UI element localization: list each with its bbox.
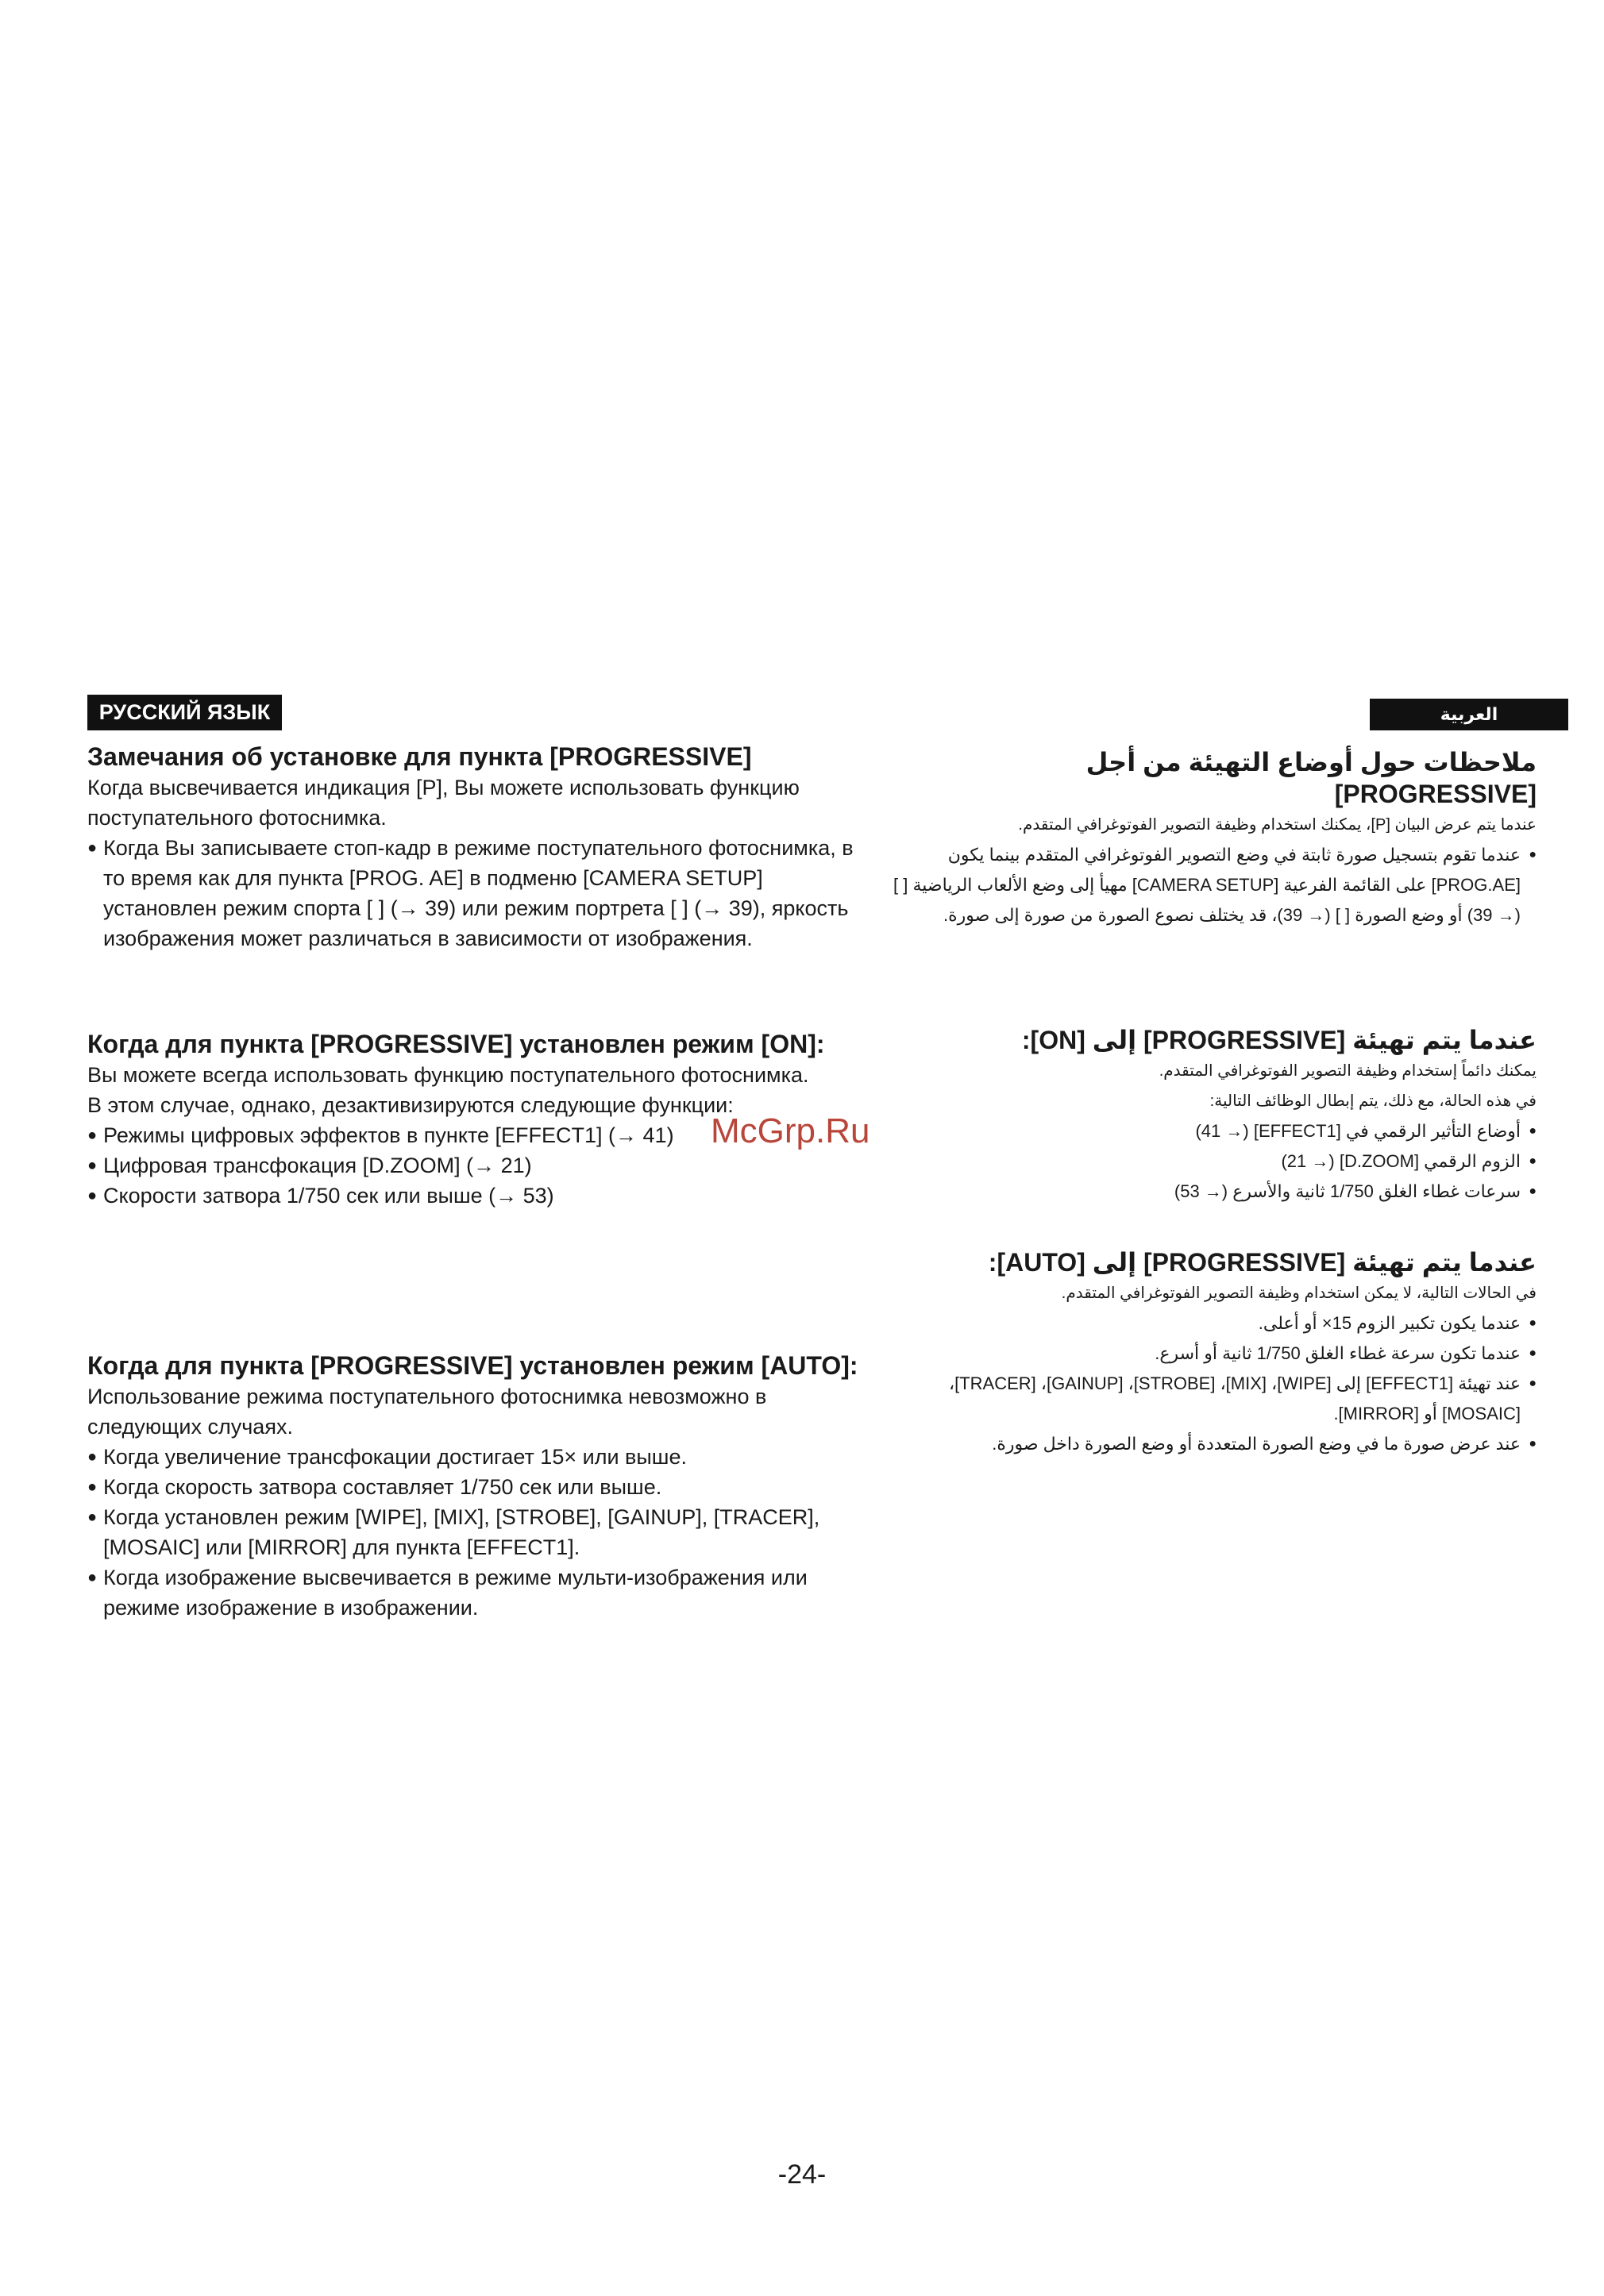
ar-auto-bullet: ● عند تهيئة [EFFECT1] إلى [WIPE]، [MIX]، [STROBE]، [GAINUP]، [TRACER]، [MOSAIC] أو [MIRROR].	[877, 1369, 1537, 1429]
ru-auto-bullet: ● Когда изображение высвечивается в режиме мульти-изображения или режиме изображение в изображении.	[87, 1562, 866, 1623]
ar-auto-intro: في الحالات التالية، لا يمكن استخدام وظيفة التصوير الفوتوغرافي المتقدم.	[1061, 1285, 1537, 1302]
ru-on-intro2: В этом случае, однако, дезактивизируются следующие функции:	[87, 1093, 734, 1117]
ru-on-bullet: ● Режимы цифровых эффектов в пункте [EFFECT1] (→ 41)	[87, 1120, 866, 1150]
ru-on-bullet: ● Скорости затвора 1/750 сек или выше (→ 53)	[87, 1181, 866, 1211]
ar-notes-bullet: ● عندما تقوم بتسجيل صورة ثابتة في وضع التصوير الفوتوغرافي المتقدم بينما يكون [PROG.AE] على القائمة الفرعية [CAMERA SETUP] مهيأ إلى وضع الألعاب الرياضية [ ] (→ 39) أو وضع الصورة [ ] (→ 39)، قد يختلف نصوع الصورة من صورة إلى صورة.	[877, 840, 1537, 930]
arabic-language-tag	[1370, 699, 1568, 730]
ru-notes-title: Замечания об установке для пункта [PROGRESSIVE]	[87, 742, 752, 771]
ru-on-title: Когда для пункта [PROGRESSIVE] установлен режим [ON]:	[87, 1030, 825, 1058]
ru-notes-intro: Когда высвечивается индикация [P], Вы можете использовать функцию поступательного фотоснимка.	[87, 776, 800, 830]
ar-on-intro: يمكنك دائماً إستخدام وظيفة التصوير الفوتوغرافي المتقدم.	[1159, 1062, 1537, 1080]
ar-on-intro2: في هذه الحالة، مع ذلك، يتم إبطال الوظائف التالية:	[1209, 1092, 1537, 1110]
ru-auto-section	[87, 1350, 866, 1623]
ar-auto-section	[877, 1246, 1537, 1459]
page-number: -24-	[777, 2159, 827, 2190]
ar-on-title: عندما يتم تهيئة [PROGRESSIVE] إلى [ON]:	[1021, 1026, 1537, 1054]
ar-auto-title: عندما يتم تهيئة [PROGRESSIVE] إلى [AUTO]:	[988, 1248, 1537, 1277]
ar-on-bullet: ● الزوم الرقمي [D.ZOOM] (→ 21)	[877, 1146, 1537, 1177]
watermark-text: McGrp.Ru	[711, 1111, 870, 1150]
ar-on-section	[877, 1024, 1537, 1207]
ar-notes-title: ملاحظات حول أوضاع التهيئة من أجل [PROGRESSIVE]	[1085, 748, 1537, 808]
ar-on-bullet: ● سرعات غطاء الغلق 1/750 ثانية والأسرع (→ 53)	[877, 1177, 1537, 1207]
ru-notes-bullet: ● Когда Вы записываете стоп-кадр в режиме поступательного фотоснимка, в то время как для пункта [PROG. AE] в подменю [CAMERA SETUP] установлен режим спорта [ ] (→ 39) или режим портрета [ ] (→ 39), яркость изображения может различаться в зависимости от изображения.	[87, 833, 866, 953]
ru-notes-section	[87, 741, 866, 953]
russian-language-tag	[87, 695, 282, 730]
ru-auto-bullet: ● Когда увеличение трансфокации достигает 15× или выше.	[87, 1442, 866, 1472]
ar-on-bullet: ● أوضاع التأثير الرقمي في [EFFECT1] (→ 41)	[877, 1116, 1537, 1146]
ar-auto-bullet: ● عندما يكون تكبير الزوم 15× أو أعلى.	[877, 1308, 1537, 1339]
arabic-language-label: العربية	[1440, 704, 1498, 724]
ar-notes-intro: عندما يتم عرض البيان [P]، يمكنك استخدام وظيفة التصوير الفوتوغرافي المتقدم.	[1018, 816, 1537, 834]
russian-language-label: РУССКИЙ ЯЗЫК	[98, 700, 271, 724]
ru-auto-intro: Использование режима поступательного фотоснимка невозможно в следующих случаях.	[87, 1385, 767, 1439]
ru-auto-bullet: ● Когда скорость затвора составляет 1/750 сек или выше.	[87, 1472, 866, 1502]
ru-on-bullet: ● Цифровая трансфокация [D.ZOOM] (→ 21)	[87, 1150, 866, 1181]
ar-auto-bullet: ● عند عرض صورة ما في وضع الصورة المتعددة أو وضع الصورة داخل صورة.	[877, 1429, 1537, 1459]
ru-auto-title: Когда для пункта [PROGRESSIVE] установлен режим [AUTO]:	[87, 1351, 858, 1380]
ar-notes-section	[877, 746, 1537, 930]
ru-auto-bullet: ● Когда установлен режим [WIPE], [MIX], [STROBE], [GAINUP], [TRACER], [MOSAIC] или [MIRROR] для пункта [EFFECT1].	[87, 1502, 866, 1562]
ru-on-intro: Вы можете всегда использовать функцию поступательного фотоснимка.	[87, 1063, 809, 1087]
ar-auto-bullet: ● عندما تكون سرعة غطاء الغلق 1/750 ثانية أو أسرع.	[877, 1339, 1537, 1369]
